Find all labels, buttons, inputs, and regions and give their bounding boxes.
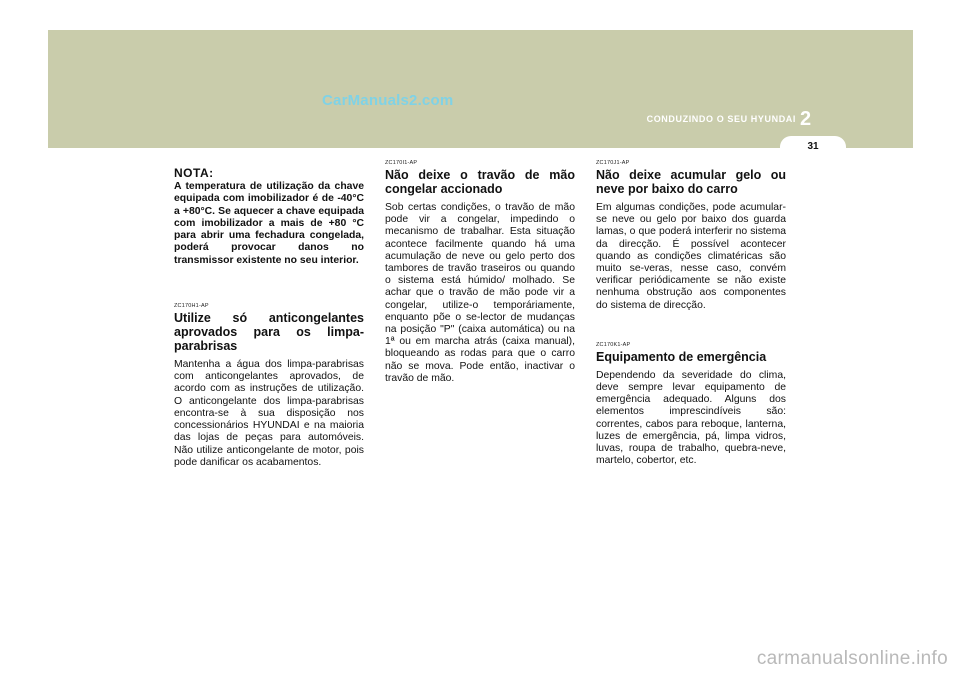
chapter-title: CONDUZINDO O SEU HYUNDAI bbox=[646, 114, 796, 124]
section-code: ZC170J1-AP bbox=[596, 160, 630, 166]
section-body: Dependendo da severidade do clima, deve sempre levar equipamento de emergência adequado. Alguns dos elementos imprescindíveis são: correntes, cabos para reboque, lanterna, luzes de emergência, pá, limpa vidros, luvas, roupa de trabalho, quebra-neve, martelo, cobertor, etc. bbox=[596, 369, 786, 467]
section-heading: Não deixe o travão de mão congelar accionado bbox=[385, 168, 575, 196]
section-heading: Utilize só anticongelantes aprovados para os limpa-parabrisas bbox=[174, 311, 364, 354]
section-code: ZC170H1-AP bbox=[174, 303, 209, 310]
chapter-number: 2 bbox=[800, 108, 812, 130]
section-body: Mantenha a água dos limpa-parabrisas com anticongelantes aprovados, de acordo com as instruções de utilização. O anticongelante dos limpa-parabrisas encontra-se à sua disposição nos concessionários HYUNDAI e na maioria das lojas de peças para automóveis. Não utilize anticongelante de motor, pois pode danificar os acabamentos. bbox=[174, 359, 364, 468]
watermark-top[interactable]: CarManuals2.com bbox=[322, 92, 454, 109]
section-body: Em algumas condições, pode acumular-se neve ou gelo por baixo dos guarda lamas, o que poderá interferir no sistema da direcção. É possível acontecer quando as condições climatéricas são muito se-veras, nesse caso, convém verificar periódicamente se não existe nenhuma obstrução aos componentes do sistema de direcção. bbox=[596, 202, 786, 311]
column-3 bbox=[596, 160, 786, 467]
column-1 bbox=[174, 160, 364, 469]
watermark-bottom[interactable]: carmanualsonline.info bbox=[756, 648, 948, 669]
note-title: NOTA: bbox=[174, 166, 214, 180]
section-body: Sob certas condições, o travão de mão pode vir a congelar, impedindo o mecanismo de trabalhar. Esta situação acontece facilmente quando há uma acumulação de neve ou gelo perto dos tambores de travão traseiros ou quando o sistema está húmido/ molhado. Se achar que o travão de mão pode vir a congelar, utilize-o temporáriamente, enquanto põe o se-lector de mudanças na posição "P" (caixa automática) ou na 1ª ou em marcha atrás (caixa manual), bloqueando as rodas para que o carro não se mova. Pode então, inactivar o travão de mão. bbox=[385, 202, 575, 384]
section-code: ZC170K1-AP bbox=[596, 341, 631, 348]
page-number: 31 bbox=[807, 141, 819, 152]
section-heading: Não deixe acumular gelo ou neve por baixo do carro bbox=[596, 168, 786, 196]
header-band bbox=[48, 30, 913, 148]
section-heading: Equipamento de emergência bbox=[596, 349, 767, 364]
section-emergency-equipment bbox=[596, 342, 786, 468]
section-antifreeze bbox=[174, 303, 364, 469]
section-handbrake bbox=[385, 160, 575, 385]
column-2 bbox=[385, 160, 575, 385]
section-ice-snow bbox=[596, 160, 786, 312]
note-body: A temperatura de utilização da chave equipada com imobilizador é de -40°C a +80°C. Se aquecer a chave equipada com imobilizador a mais de +80 °C para abrir uma fechadura congelada, poderá provocar danos no transmissor existente no seu interior. bbox=[174, 181, 364, 266]
section-code: ZC170I1-AP bbox=[385, 160, 418, 166]
